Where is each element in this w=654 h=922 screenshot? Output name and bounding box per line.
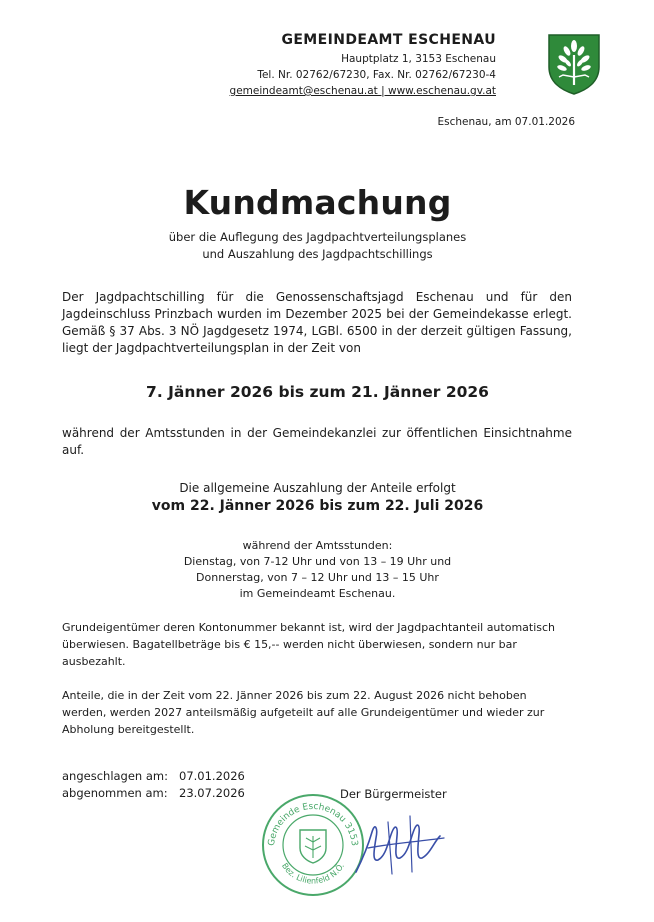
intro-paragraph: Der Jagdpachtschilling für die Genossenschaftsjagd Eschenau und für den Jagdeinschluss Prinzbach wurden im Dezember 2025 bei der Gemeindekasse erlegt. Gemäß § 37 Abs. 3 NÖ Jagdgesetz 1974, LGBl. 6500 in der derzeit gültigen Fassung, liegt der Jagdpachtverteilungsplan in der Zeit von (62, 290, 572, 355)
letterhead (230, 32, 496, 99)
svg-text:Bez. Lilienfeld N.Ö. (280, 861, 346, 885)
payout-intro: Die allgemeine Auszahlung der Anteile erfolgt (179, 481, 456, 495)
stamp-text-top: Gemeinde Eschenau 3153 (266, 801, 360, 847)
posting-dates (62, 768, 245, 802)
mayor-label: Der Bürgermeister (340, 787, 447, 801)
address-line: Hauptplatz 1, 3153 Eschenau (341, 53, 496, 65)
phone-line: Tel. Nr. 02762/67230, Fax. Nr. 02762/67230-4 (257, 69, 496, 81)
transfer-paragraph: Grundeigentümer deren Kontonummer bekannt ist, wird der Jagdpachtanteil automatisch überwiesen. Bagatellbeträge bis € 15,-- werden nicht überwiesen, sondern nur bar ausbezahlt. (62, 621, 556, 668)
office-hours-line: im Gemeindeamt Eschenau. (239, 587, 396, 600)
page-title: Kundmachung (183, 183, 452, 222)
organization-name: GEMEINDEAMT ESCHENAU (281, 32, 496, 48)
date-line: Eschenau, am 07.01.2026 (437, 116, 575, 128)
removed-date: 23.07.2026 (179, 786, 245, 800)
subtitle-line: über die Auflegung des Jagdpachtverteilungsplanes (168, 230, 467, 244)
subtitle (0, 229, 635, 263)
unclaimed-paragraph: Anteile, die in der Zeit vom 22. Jänner 2026 bis zum 22. August 2026 nicht behoben werden, werden 2027 anteilsmäßig aufgeteilt auf alle Grundeigentümer und wieder zur Abholung bereitgestellt. (62, 689, 545, 736)
signature-icon (348, 802, 448, 882)
posted-label: angeschlagen am: (62, 769, 168, 783)
office-hours (0, 538, 635, 602)
office-hours-line: Dienstag, von 7-12 Uhr und von 13 – 19 Uhr und (183, 555, 452, 568)
municipal-crest-icon (546, 33, 602, 95)
stamp-text-bottom: Bez. Lilienfeld N.Ö. (279, 861, 347, 886)
removed-label: abgenommen am: (62, 786, 168, 800)
contact-line: gemeindeamt@eschenau.at | www.eschenau.gv.at (229, 85, 496, 97)
office-hours-line: Donnerstag, von 7 – 12 Uhr und 13 – 15 Uhr (196, 571, 439, 584)
subtitle-line: und Auszahlung des Jagdpachtschillings (202, 247, 433, 261)
payout-period: vom 22. Jänner 2026 bis zum 22. Juli 2026 (151, 498, 484, 514)
display-period: 7. Jänner 2026 bis zum 21. Jänner 2026 (146, 383, 489, 401)
office-hours-line: während der Amtsstunden: (242, 539, 393, 552)
inspection-paragraph: während der Amtsstunden in der Gemeindekanzlei zur öffentlichen Einsichtnahme auf. (62, 426, 572, 457)
posted-date: 07.01.2026 (179, 769, 245, 783)
